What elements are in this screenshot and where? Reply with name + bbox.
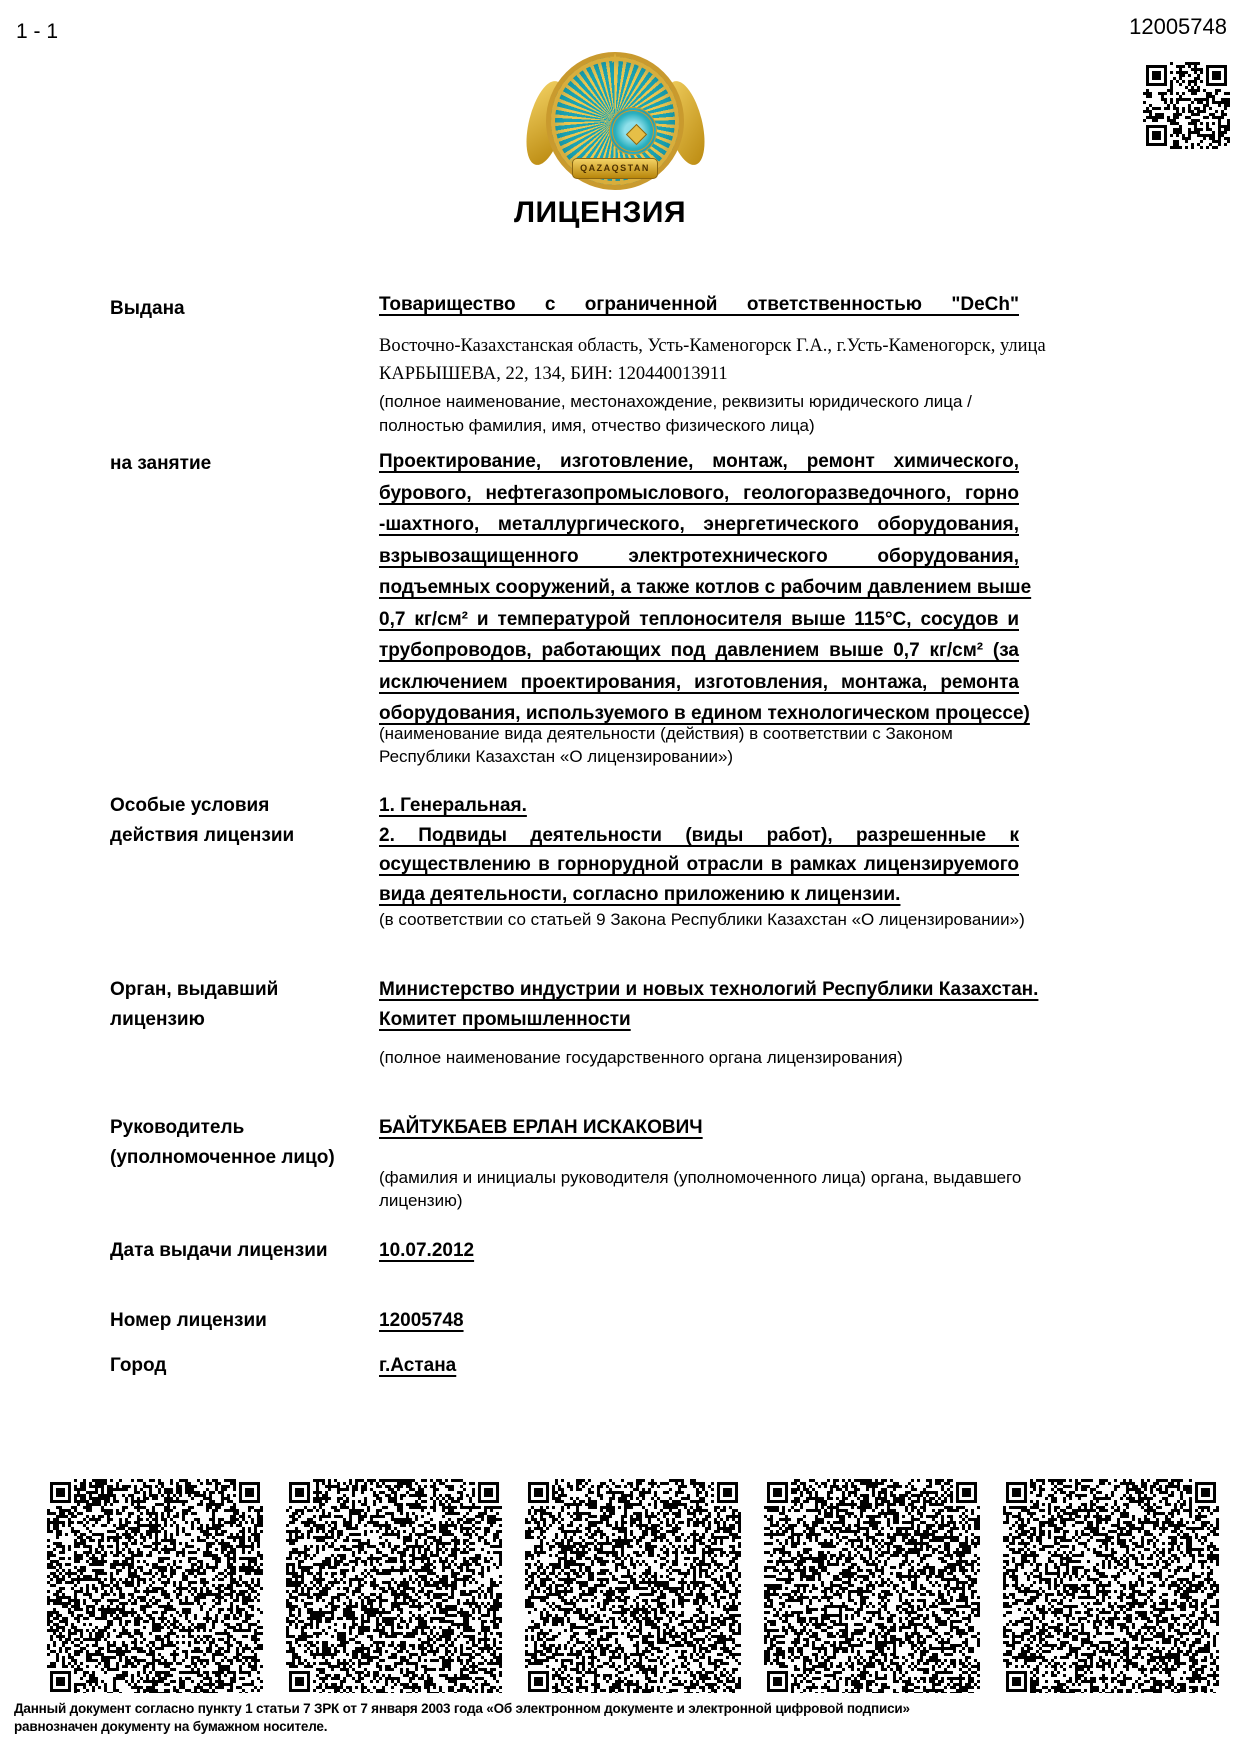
activity-value-line: -шахтного, металлургического, энергетического оборудования, xyxy=(379,514,1019,535)
activity-label: на занятие xyxy=(110,453,212,474)
document-number-header: 12005748 xyxy=(1129,14,1227,39)
qr-code xyxy=(1143,62,1231,150)
special-conditions-value-line: 2. Подвиды деятельности (виды работ), разрешенные к xyxy=(379,824,1019,846)
issue-date-value: 10.07.2012 xyxy=(379,1240,475,1261)
issued-to-address-line: КАРБЫШЕВА, 22, 134, БИН: 120440013911 xyxy=(379,364,728,384)
city-value: г.Астана xyxy=(379,1355,457,1376)
issued-to-note-line: полностью фамилия, имя, отчество физического лица) xyxy=(379,416,815,435)
issuing-authority-note: (полное наименование государственного органа лицензирования) xyxy=(379,1048,903,1067)
page-marker: 1 - 1 xyxy=(16,20,59,43)
issue-date-label: Дата выдачи лицензии xyxy=(110,1240,328,1261)
signature-barcode xyxy=(1003,1479,1221,1693)
footer-legal-line: Данный документ согласно пункту 1 статьи 7 ЗРК от 7 января 2003 года «Об электронном документе и электронной цифровой подписи» xyxy=(14,1701,910,1716)
issued-to-note-line: (полное наименование, местонахождение, реквизиты юридического лица / xyxy=(379,392,972,411)
activity-value-line: подъемных сооружений, а также котлов с рабочим давлением выше xyxy=(379,577,1032,598)
special-conditions-note: (в соответствии со статьей 9 Закона Республики Казахстан «О лицензировании») xyxy=(379,910,1025,929)
issuing-authority-value-line: Министерство индустрии и новых технологий Республики Казахстан. xyxy=(379,979,1039,1000)
signature-barcode xyxy=(47,1479,265,1693)
activity-value-line: 0,7 кг/см² и температурой теплоносителя выше 115°С, сосудов и xyxy=(379,608,1019,630)
activity-value-line: бурового, нефтегазопромыслового, геологоразведочного, горно xyxy=(379,482,1019,504)
special-conditions-value-line: 1. Генеральная. xyxy=(379,795,527,816)
head-person-label: Руководитель xyxy=(110,1117,245,1138)
issuing-authority-label: Орган, выдавший xyxy=(110,979,279,1000)
footer-legal-line: равнозначен документу на бумажном носителе. xyxy=(14,1718,328,1734)
issuing-authority-label: лицензию xyxy=(110,1008,205,1030)
activity-value-line: исключением проектирования, изготовления, монтажа, ремонта xyxy=(379,671,1019,693)
activity-note-line: (наименование вида деятельности (действия) в соответствии с Законом xyxy=(379,724,953,743)
page-title: ЛИЦЕНЗИЯ xyxy=(513,196,687,229)
special-conditions-value-line: вида деятельности, согласно приложению к лицензии. xyxy=(379,883,901,905)
head-person-note-line: лицензию) xyxy=(379,1191,463,1210)
kazakhstan-emblem-icon xyxy=(533,46,698,198)
city-label: Город xyxy=(110,1355,167,1376)
head-person-label: (уполномоченное лицо) xyxy=(110,1146,335,1168)
license-number-label: Номер лицензии xyxy=(110,1310,267,1331)
signature-barcode xyxy=(525,1479,743,1693)
head-person-value: БАЙТУКБАЕВ ЕРЛАН ИСКАКОВИЧ xyxy=(379,1117,703,1138)
special-conditions-label: действия лицензии xyxy=(110,824,295,846)
signature-barcode xyxy=(286,1479,504,1693)
special-conditions-label: Особые условия xyxy=(110,795,270,816)
activity-note-line: Республики Казахстан «О лицензировании») xyxy=(379,747,734,766)
issued-to-label: Выдана xyxy=(110,298,185,319)
activity-value-line: взрывозащищенного электротехнического оборудования, xyxy=(379,545,1019,567)
activity-value-line: трубопроводов, работающих под давлением выше 0,7 кг/см² (за xyxy=(379,640,1019,661)
emblem-star-icon: ★ xyxy=(608,50,622,66)
emblem-shanyrak-icon xyxy=(609,107,657,155)
emblem-banner: QAZAQSTAN xyxy=(572,158,658,179)
activity-value-line: Проектирование, изготовление, монтаж, ремонт химического, xyxy=(379,451,1019,472)
head-person-note-line: (фамилия и инициалы руководителя (уполномоченного лица) органа, выдавшего xyxy=(379,1168,1022,1187)
activity-value-line: оборудования, используемого в едином технологическом процессе) xyxy=(379,703,1030,724)
signature-barcode xyxy=(764,1479,982,1693)
issued-to-value: Товарищество с ограниченной ответственностью "DeCh" xyxy=(379,294,1019,315)
license-number-value: 12005748 xyxy=(379,1310,464,1331)
issuing-authority-value-line: Комитет промышленности xyxy=(379,1008,631,1030)
issued-to-address-line: Восточно-Казахстанская область, Усть-Каменогорск Г.А., г.Усть-Каменогорск, улица xyxy=(379,336,1046,356)
special-conditions-value-line: осуществлению в горнорудной отрасли в рамках лицензируемого xyxy=(379,854,1019,875)
